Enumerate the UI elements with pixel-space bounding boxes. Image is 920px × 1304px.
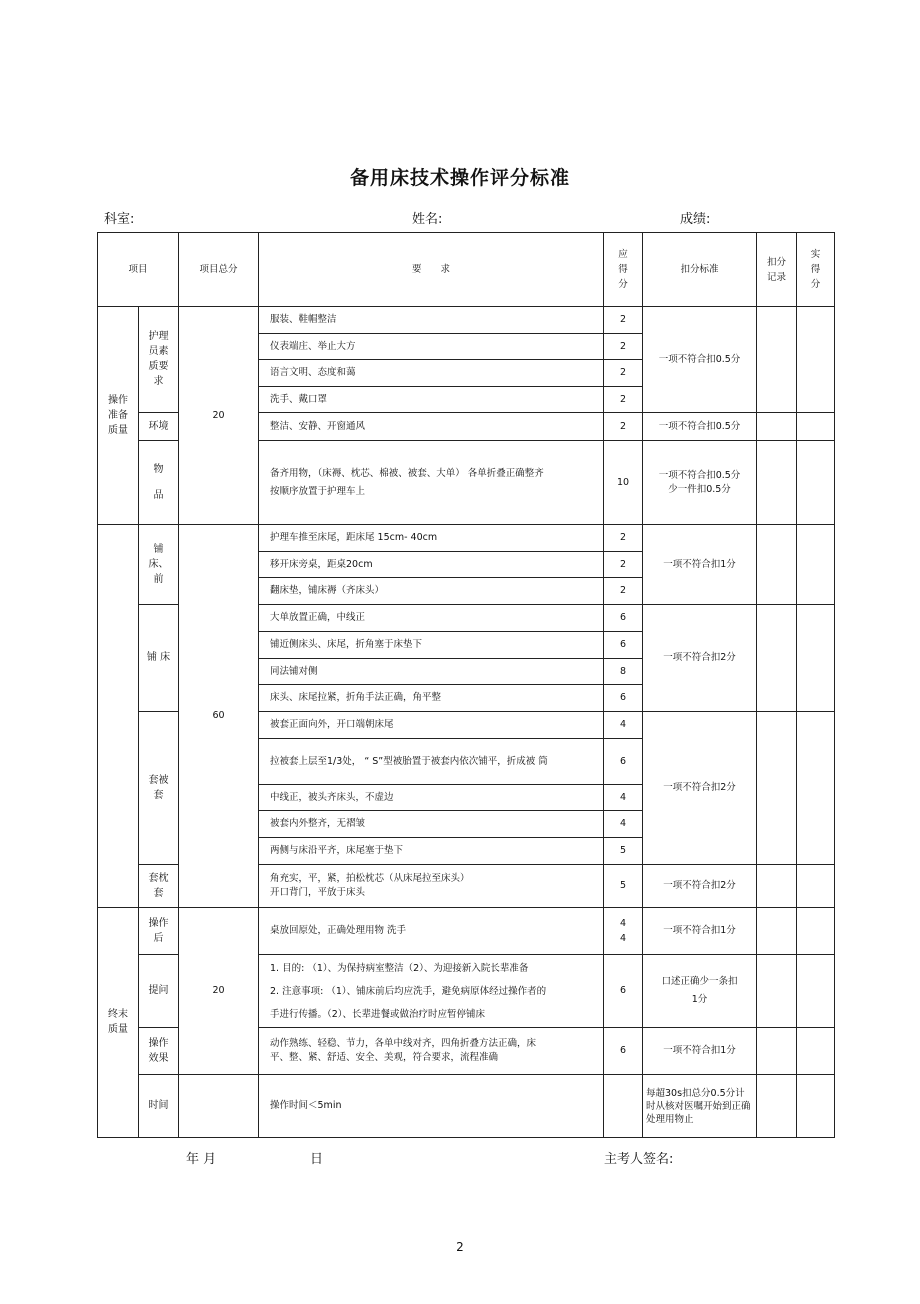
- deduct-record-cell[interactable]: [757, 413, 797, 441]
- actual-score-cell[interactable]: [797, 865, 835, 908]
- should-score-cell: 10: [604, 441, 643, 525]
- section-prep-quality: 操作准备质量: [98, 307, 139, 525]
- deduct-standard-cell: 一项不符合扣0.5分 少一件扣0.5分: [643, 441, 757, 525]
- col-header-deduct-standard: 扣分标准: [643, 233, 757, 307]
- deduct-standard-cell: 一项不符合扣2分: [643, 712, 757, 865]
- sub-pre-bedmaking: 铺床、前: [139, 525, 179, 605]
- deduct-record-cell[interactable]: [757, 441, 797, 525]
- table-row: [98, 525, 835, 552]
- should-score-cell: 5: [604, 838, 643, 865]
- deduct-standard-cell: 一项不符合扣1分: [643, 908, 757, 955]
- deduct-record-cell[interactable]: [757, 1075, 797, 1138]
- page-number: 2: [456, 1240, 464, 1254]
- should-score-cell: 4: [604, 785, 643, 811]
- requirement-cell: 被套正面向外，开口端朝床尾: [259, 712, 604, 739]
- should-score-cell: 6: [604, 739, 643, 785]
- name-label: 姓名:: [412, 212, 443, 227]
- deduct-standard-cell: 一项不符合扣0.5分: [643, 307, 757, 413]
- deduct-record-cell[interactable]: [757, 955, 797, 1028]
- sub-pillow-cover: 套枕套: [139, 865, 179, 908]
- score-label: 成绩:: [680, 212, 711, 227]
- requirement-cell: 操作时间＜5min: [259, 1075, 604, 1138]
- requirement-cell: 语言文明、态度和蔼: [259, 360, 604, 387]
- deduct-record-cell[interactable]: [757, 712, 797, 865]
- deduct-standard-cell: 一项不符合扣1分: [643, 525, 757, 605]
- should-score-cell: [604, 1075, 643, 1138]
- actual-score-cell[interactable]: [797, 525, 835, 605]
- requirement-cell: 两侧与床沿平齐，床尾塞于垫下: [259, 838, 604, 865]
- section-prep-total: 20: [179, 307, 259, 525]
- col-header-actual-score: 实得分: [797, 233, 835, 307]
- requirement-cell: 拉被套上层至1/3处， “ S”型被胎置于被套内依次铺平，折成被 筒: [259, 739, 604, 785]
- requirement-cell: 备齐用物，（床褥、枕芯、棉被、被套、大单） 各单折叠正确整齐 按顺序放置于护理车上: [259, 441, 604, 525]
- requirement-cell: 1. 目的: （1）、为保持病室整洁（2）、为迎接新入院长辈准备 2. 注意事项: （1）、铺床前后均应洗手，避免病原体经过操作者的 手进行传播。（2）、长辈进餐或做治疗时应暂停铺床: [259, 955, 604, 1028]
- requirement-cell: 中线正，被头齐床头，不虚边: [259, 785, 604, 811]
- deduct-standard-cell: 口述正确少一条扣 1分: [643, 955, 757, 1028]
- col-header-total: 项目总分: [179, 233, 259, 307]
- requirement-cell: 床头、床尾拉紧，折角手法正确，角平整: [259, 685, 604, 712]
- deduct-standard-cell: 一项不符合扣2分: [643, 605, 757, 712]
- should-score-cell: 2: [604, 334, 643, 360]
- requirement-cell: 角充实，平，紧，拍松枕芯（从床尾拉至床头） 开口背门，平放于床头: [259, 865, 604, 908]
- deduct-standard-cell: 一项不符合扣1分: [643, 1028, 757, 1075]
- deduct-record-cell[interactable]: [757, 1028, 797, 1075]
- scoring-table: [97, 232, 835, 1138]
- footer-examiner-signature: 主考人签名:: [604, 1152, 674, 1167]
- should-score-cell: 6: [604, 1028, 643, 1075]
- requirement-cell: 仪表端庄、举止大方: [259, 334, 604, 360]
- deduct-record-cell[interactable]: [757, 307, 797, 413]
- should-score-cell: 6: [604, 632, 643, 659]
- requirement-cell: 大单放置正确，中线正: [259, 605, 604, 632]
- sub-supplies: 物品: [139, 441, 179, 525]
- actual-score-cell[interactable]: [797, 307, 835, 413]
- deduct-record-cell[interactable]: [757, 908, 797, 955]
- section-final-quality: 终末质量: [98, 908, 139, 1138]
- deduct-standard-cell: 每超30s扣总分0.5分计时从核对医嘱开始到正确处理用物止: [643, 1075, 757, 1138]
- sub-environment: 环境: [139, 413, 179, 441]
- should-score-cell: 6: [604, 955, 643, 1028]
- requirement-cell: 洗手、戴口罩: [259, 387, 604, 413]
- should-score-cell: 2: [604, 307, 643, 334]
- sub-effect: 操作效果: [139, 1028, 179, 1075]
- col-header-deduct-record: 扣分记录: [757, 233, 797, 307]
- should-score-cell: 2: [604, 387, 643, 413]
- actual-score-cell[interactable]: [797, 1075, 835, 1138]
- should-score-cell: 4 4: [604, 908, 643, 955]
- page-title: 备用床技术操作评分标准: [349, 167, 570, 189]
- should-score-cell: 2: [604, 578, 643, 605]
- actual-score-cell[interactable]: [797, 908, 835, 955]
- col-header-requirement: 要 求: [259, 233, 604, 307]
- actual-score-cell[interactable]: [797, 955, 835, 1028]
- footer-day: 日: [310, 1152, 324, 1167]
- actual-score-cell[interactable]: [797, 1028, 835, 1075]
- should-score-cell: 6: [604, 685, 643, 712]
- should-score-cell: 2: [604, 525, 643, 552]
- should-score-cell: 5: [604, 865, 643, 908]
- section-process: [98, 525, 139, 908]
- deduct-record-cell[interactable]: [757, 865, 797, 908]
- deduct-record-cell[interactable]: [757, 605, 797, 712]
- section-final-total: 20: [179, 908, 259, 1075]
- should-score-cell: 4: [604, 811, 643, 838]
- table-row: [98, 908, 835, 955]
- should-score-cell: 6: [604, 605, 643, 632]
- should-score-cell: 2: [604, 552, 643, 578]
- actual-score-cell[interactable]: [797, 413, 835, 441]
- actual-score-cell[interactable]: [797, 605, 835, 712]
- table-row: [98, 307, 835, 334]
- requirement-cell: 服装、鞋帽整洁: [259, 307, 604, 334]
- table-row: [98, 1075, 835, 1138]
- deduct-standard-cell: 一项不符合扣2分: [643, 865, 757, 908]
- should-score-cell: 4: [604, 712, 643, 739]
- actual-score-cell[interactable]: [797, 441, 835, 525]
- deduct-record-cell[interactable]: [757, 525, 797, 605]
- sub-questions: 提问: [139, 955, 179, 1028]
- sub-bedmaking: 铺 床: [139, 605, 179, 712]
- sub-after-operation: 操作后: [139, 908, 179, 955]
- sub-time: 时间: [139, 1075, 179, 1138]
- dept-label: 科室:: [104, 212, 135, 227]
- table-header-row: [98, 233, 835, 307]
- requirement-cell: 桌放回原处，正确处理用物 洗手: [259, 908, 604, 955]
- requirement-cell: 整洁、安静、开窗通风: [259, 413, 604, 441]
- requirement-cell: 护理车推至床尾，距床尾 15cm- 40cm: [259, 525, 604, 552]
- actual-score-cell[interactable]: [797, 712, 835, 865]
- requirement-cell: 同法铺对侧: [259, 659, 604, 685]
- requirement-cell: 被套内外整齐，无褶皱: [259, 811, 604, 838]
- footer-year-month: 年 月: [186, 1152, 217, 1167]
- requirement-cell: 移开床旁桌，距桌20cm: [259, 552, 604, 578]
- should-score-cell: 2: [604, 413, 643, 441]
- should-score-cell: 2: [604, 360, 643, 387]
- time-total-cell: [179, 1075, 259, 1138]
- section-process-total: 60: [179, 525, 259, 908]
- requirement-cell: 铺近侧床头、床尾，折角塞于床垫下: [259, 632, 604, 659]
- requirement-cell: 翻床垫，铺床褥（齐床头）: [259, 578, 604, 605]
- sub-nurse-requirements: 护理员素质要求: [139, 307, 179, 413]
- col-header-should-score: 应得分: [604, 233, 643, 307]
- should-score-cell: 8: [604, 659, 643, 685]
- col-header-item: 项目: [98, 233, 179, 307]
- requirement-cell: 动作熟练、轻稳、节力，各单中线对齐，四角折叠方法正确，床 平、整、紧、舒适、安全、美观，符合要求，流程准确: [259, 1028, 604, 1075]
- sub-quilt-cover: 套被套: [139, 712, 179, 865]
- deduct-standard-cell: 一项不符合扣0.5分: [643, 413, 757, 441]
